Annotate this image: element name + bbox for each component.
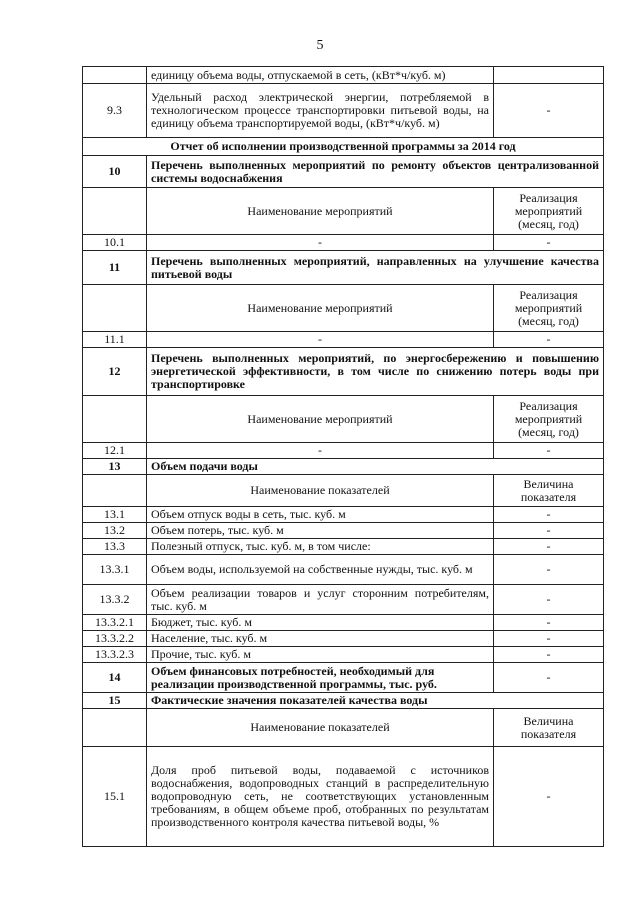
row-text: Перечень выполненных мероприятий, направленных на улучшение качества питьевой воды xyxy=(147,251,604,285)
row-text: Объем потерь, тыс. куб. м xyxy=(147,523,494,539)
row-value: - xyxy=(494,747,604,847)
table-row xyxy=(83,348,604,396)
row-value: - xyxy=(494,555,604,585)
column-header-row xyxy=(83,285,604,332)
column-header-row xyxy=(83,188,604,235)
row-value: - xyxy=(494,615,604,631)
column-header-name: Наименование показателей xyxy=(147,709,494,747)
table-row xyxy=(83,459,604,475)
table-row xyxy=(83,523,604,539)
row-text: единицу объема воды, отпускаемой в сеть, (кВт*ч/куб. м) xyxy=(147,67,494,84)
empty-cell xyxy=(83,709,147,747)
row-number: 15 xyxy=(83,693,147,709)
row-number: 13.3.2 xyxy=(83,585,147,615)
row-text: Удельный расход электрической энергии, потребляемой в технологическом процессе транспортировки питьевой воды, на единицу объема транспортируемой воды, (кВт*ч/куб. м) xyxy=(147,84,494,138)
row-text: - xyxy=(147,332,494,348)
table-row xyxy=(83,747,604,847)
row-text: Полезный отпуск, тыс. куб. м, в том числе: xyxy=(147,539,494,555)
row-text: Объем реализации товаров и услуг сторонним потребителям, тыс. куб. м xyxy=(147,585,494,615)
empty-cell xyxy=(83,396,147,443)
column-header-value: Величина показателя xyxy=(494,475,604,507)
row-text: Бюджет, тыс. куб. м xyxy=(147,615,494,631)
column-header-value: Реализация мероприятий (месяц, год) xyxy=(494,188,604,235)
table-row xyxy=(83,555,604,585)
row-number: 13.3.2.3 xyxy=(83,647,147,663)
row-text: Население, тыс. куб. м xyxy=(147,631,494,647)
row-value: - xyxy=(494,663,604,693)
row-value: - xyxy=(494,585,604,615)
row-value xyxy=(494,67,604,84)
row-number: 13.3.1 xyxy=(83,555,147,585)
row-number: 14 xyxy=(83,663,147,693)
column-header-value: Реализация мероприятий (месяц, год) xyxy=(494,396,604,443)
row-number: 13.1 xyxy=(83,507,147,523)
row-text: Объем подачи воды xyxy=(147,459,604,475)
row-text: Объем отпуск воды в сеть, тыс. куб. м xyxy=(147,507,494,523)
table-row xyxy=(83,631,604,647)
table-row xyxy=(83,585,604,615)
table-row xyxy=(83,693,604,709)
table-row xyxy=(83,251,604,285)
row-value: - xyxy=(494,631,604,647)
row-text: Прочие, тыс. куб. м xyxy=(147,647,494,663)
empty-cell xyxy=(83,285,147,332)
row-number: 11 xyxy=(83,251,147,285)
row-number: 10 xyxy=(83,156,147,188)
row-value: - xyxy=(494,84,604,138)
row-number: 15.1 xyxy=(83,747,147,847)
column-header-row xyxy=(83,709,604,747)
row-value: - xyxy=(494,332,604,348)
column-header-value: Реализация мероприятий (месяц, год) xyxy=(494,285,604,332)
table-row xyxy=(83,539,604,555)
page-number: 5 xyxy=(316,38,324,53)
row-number: 13.3 xyxy=(83,539,147,555)
row-number: 9.3 xyxy=(83,84,147,138)
row-value: - xyxy=(494,235,604,251)
table-row xyxy=(83,235,604,251)
column-header-name: Наименование мероприятий xyxy=(147,396,494,443)
report-table xyxy=(82,66,604,847)
row-text: - xyxy=(147,235,494,251)
table-row xyxy=(83,615,604,631)
table-row xyxy=(83,647,604,663)
row-text: Фактические значения показателей качества воды xyxy=(147,693,604,709)
column-header-name: Наименование мероприятий xyxy=(147,188,494,235)
table-row xyxy=(83,156,604,188)
section-title: Отчет об исполнении производственной программы за 2014 год xyxy=(83,138,604,156)
table-row xyxy=(83,443,604,459)
row-number xyxy=(83,67,147,84)
row-value: - xyxy=(494,647,604,663)
row-text: Доля проб питьевой воды, подаваемой с источников водоснабжения, водопроводных станций в распределительную водопроводную сеть, не соответствующих установленным требованиям, в общем объеме проб, отобранных по результатам производственного контроля качества питьевой воды, % xyxy=(147,747,494,847)
row-number: 10.1 xyxy=(83,235,147,251)
row-number: 11.1 xyxy=(83,332,147,348)
column-header-name: Наименование мероприятий xyxy=(147,285,494,332)
empty-cell xyxy=(83,188,147,235)
row-number: 13 xyxy=(83,459,147,475)
row-number: 13.3.2.2 xyxy=(83,631,147,647)
row-value: - xyxy=(494,443,604,459)
table-row xyxy=(83,663,604,693)
table-row xyxy=(83,67,604,84)
table-row xyxy=(83,84,604,138)
row-number: 12.1 xyxy=(83,443,147,459)
empty-cell xyxy=(83,475,147,507)
section-header-row xyxy=(83,138,604,156)
row-number: 13.3.2.1 xyxy=(83,615,147,631)
row-value: - xyxy=(494,539,604,555)
table-row xyxy=(83,507,604,523)
column-header-row xyxy=(83,475,604,507)
column-header-value: Величина показателя xyxy=(494,709,604,747)
row-number: 13.2 xyxy=(83,523,147,539)
row-text: Перечень выполненных мероприятий, по энергосбережению и повышению энергетической эффективности, в том числе по снижению потерь воды при транспортировке xyxy=(147,348,604,396)
row-text: Объем воды, используемой на собственные нужды, тыс. куб. м xyxy=(147,555,494,585)
column-header-row xyxy=(83,396,604,443)
row-text: - xyxy=(147,443,494,459)
row-text: Объем финансовых потребностей, необходимый для реализации производственной программы, тыс. руб. xyxy=(147,663,494,693)
row-number: 12 xyxy=(83,348,147,396)
row-value: - xyxy=(494,507,604,523)
column-header-name: Наименование показателей xyxy=(147,475,494,507)
row-text: Перечень выполненных мероприятий по ремонту объектов централизованной системы водоснабжения xyxy=(147,156,604,188)
row-value: - xyxy=(494,523,604,539)
table-row xyxy=(83,332,604,348)
